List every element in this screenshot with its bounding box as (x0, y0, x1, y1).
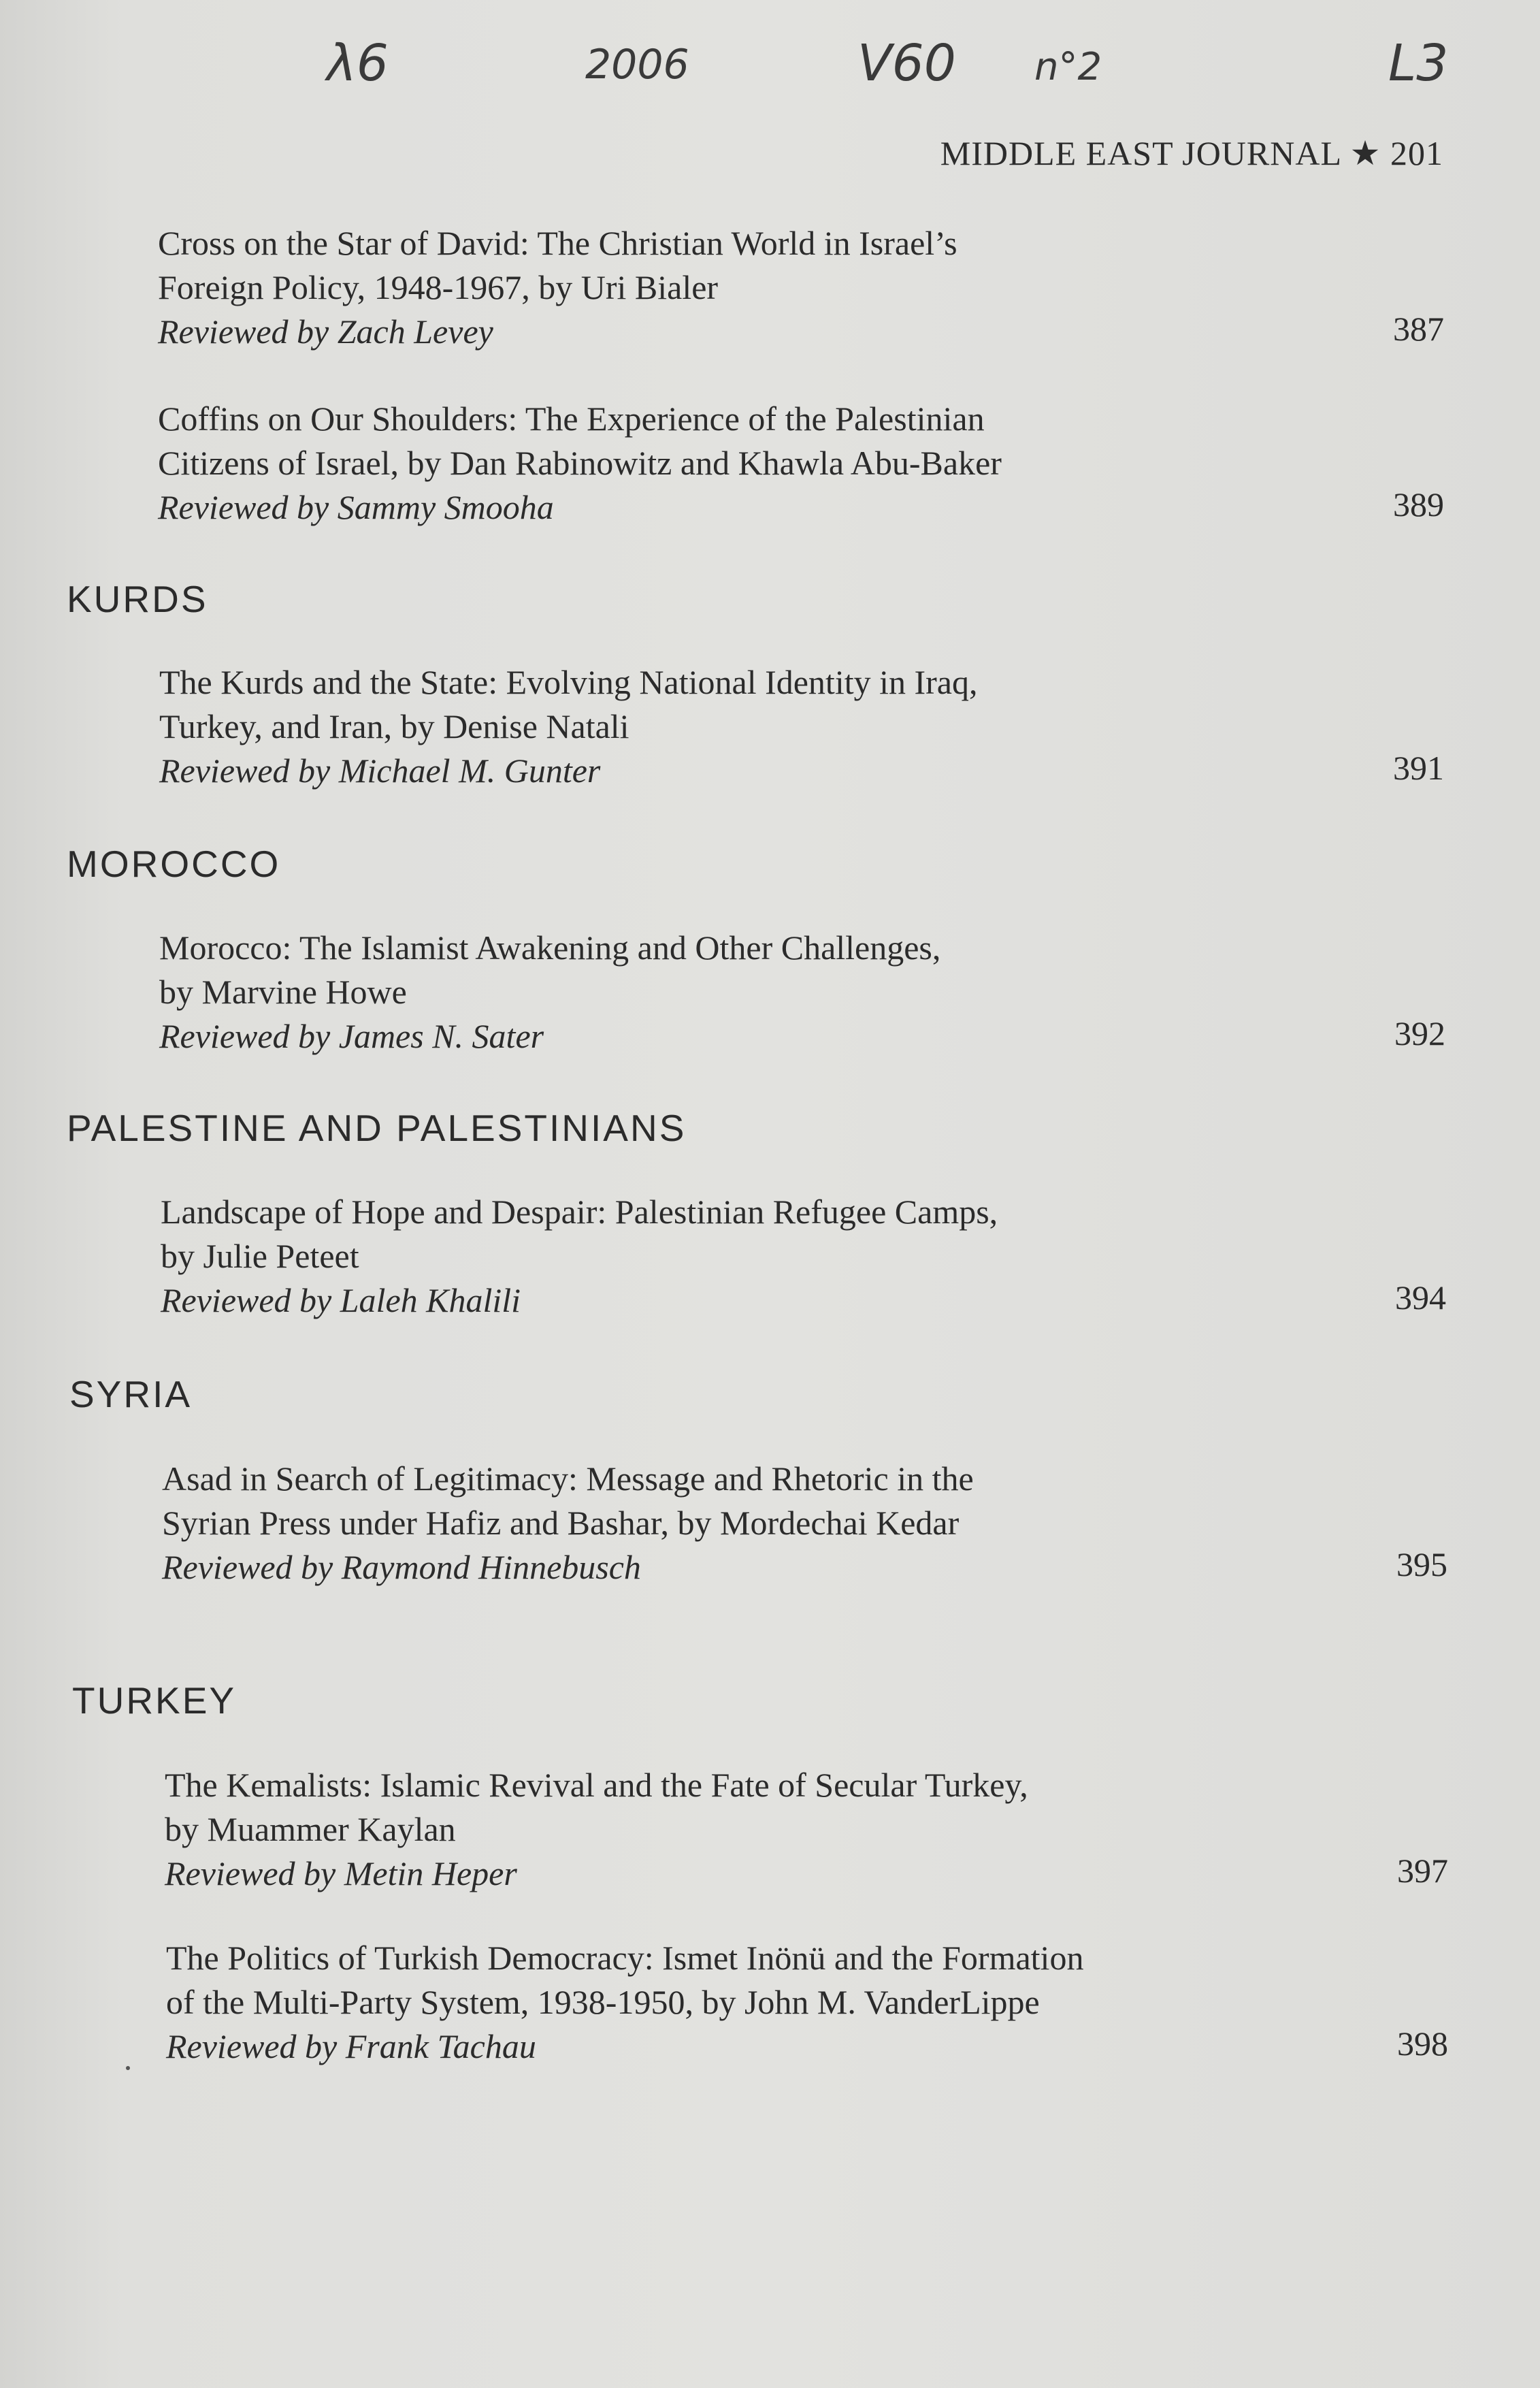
entry-reviewer: Reviewed by Sammy Smooha (158, 488, 554, 526)
section-heading-syria: SYRIA (69, 1373, 193, 1415)
toc-entry (161, 1190, 1446, 1323)
entry-title-line: of the Multi-Party System, 1938-1950, by John M. VanderLippe (166, 1983, 1040, 2021)
entry-page-number: 389 (1393, 485, 1444, 523)
entry-page-number: 387 (1393, 310, 1444, 348)
handwritten-volume: λ6 (327, 34, 389, 93)
entry-title-line: Cross on the Star of David: The Christian World in Israel’s (158, 224, 957, 262)
entry-title-line: Morocco: The Islamist Awakening and Other Challenges, (159, 929, 941, 967)
entry-reviewer: Reviewed by Raymond Hinnebusch (162, 1548, 641, 1586)
entry-reviewer: Reviewed by Metin Heper (165, 1854, 517, 1892)
entry-title-line: by Marvine Howe (159, 973, 407, 1011)
entry-page-number: 398 (1397, 2024, 1448, 2063)
stray-mark (126, 2066, 130, 2070)
entry-title-line: Foreign Policy, 1948-1967, by Uri Bialer (158, 268, 719, 306)
entry-page-number: 391 (1393, 749, 1444, 787)
toc-entry (159, 660, 1444, 793)
entry-page-number: 395 (1396, 1545, 1447, 1583)
toc-entry (166, 1936, 1448, 2069)
section-heading-palestine: PALESTINE AND PALESTINIANS (67, 1107, 687, 1149)
toc-entry (165, 1763, 1448, 1896)
entry-reviewer: Reviewed by Frank Tachau (166, 2027, 536, 2065)
entry-reviewer: Reviewed by James N. Sater (159, 1017, 544, 1055)
section-heading-kurds: KURDS (67, 578, 208, 620)
section-heading-morocco: MOROCCO (67, 843, 281, 885)
entry-title-line: The Kurds and the State: Evolving National Identity in Iraq, (159, 663, 978, 701)
entry-title-line: The Kemalists: Islamic Revival and the Fate of Secular Turkey, (165, 1766, 1028, 1804)
entry-title-line: by Muammer Kaylan (165, 1810, 456, 1848)
entry-page-number: 392 (1394, 1014, 1445, 1052)
entry-reviewer: Reviewed by Zach Levey (158, 312, 493, 351)
entry-page-number: 397 (1397, 1852, 1448, 1890)
entry-title-line: Coffins on Our Shoulders: The Experience of the Palestinian (158, 400, 985, 438)
toc-entry (158, 221, 1444, 354)
handwritten-code: V60 (857, 34, 956, 93)
toc-entry (159, 926, 1445, 1059)
entry-title-line: The Politics of Turkish Democracy: Ismet Inönü and the Formation (166, 1939, 1084, 1977)
entry-reviewer: Reviewed by Laleh Khalili (161, 1281, 521, 1319)
entry-title-line: Syrian Press under Hafiz and Bashar, by Mordechai Kedar (162, 1504, 960, 1542)
entry-title-line: by Julie Peteet (161, 1237, 359, 1275)
entry-title-line: Landscape of Hope and Despair: Palestinian Refugee Camps, (161, 1193, 998, 1231)
entry-title-line: Citizens of Israel, by Dan Rabinowitz and Khawla Abu-Baker (158, 444, 1002, 482)
entry-title-line: Asad in Search of Legitimacy: Message and Rhetoric in the (162, 1459, 974, 1498)
handwritten-shelf: L3 (1388, 34, 1449, 93)
toc-entry (158, 397, 1444, 530)
handwritten-number: n°2 (1034, 45, 1102, 89)
section-heading-turkey: TURKEY (72, 1679, 237, 1722)
entry-page-number: 394 (1395, 1278, 1446, 1317)
handwritten-year: 2006 (585, 41, 689, 88)
running-head: MIDDLE EAST JOURNAL ★ 201 (940, 134, 1443, 172)
handwritten-note (327, 27, 1524, 102)
toc-entry (162, 1457, 1447, 1590)
entry-reviewer: Reviewed by Michael M. Gunter (159, 752, 601, 790)
entry-title-line: Turkey, and Iran, by Denise Natali (159, 707, 629, 745)
